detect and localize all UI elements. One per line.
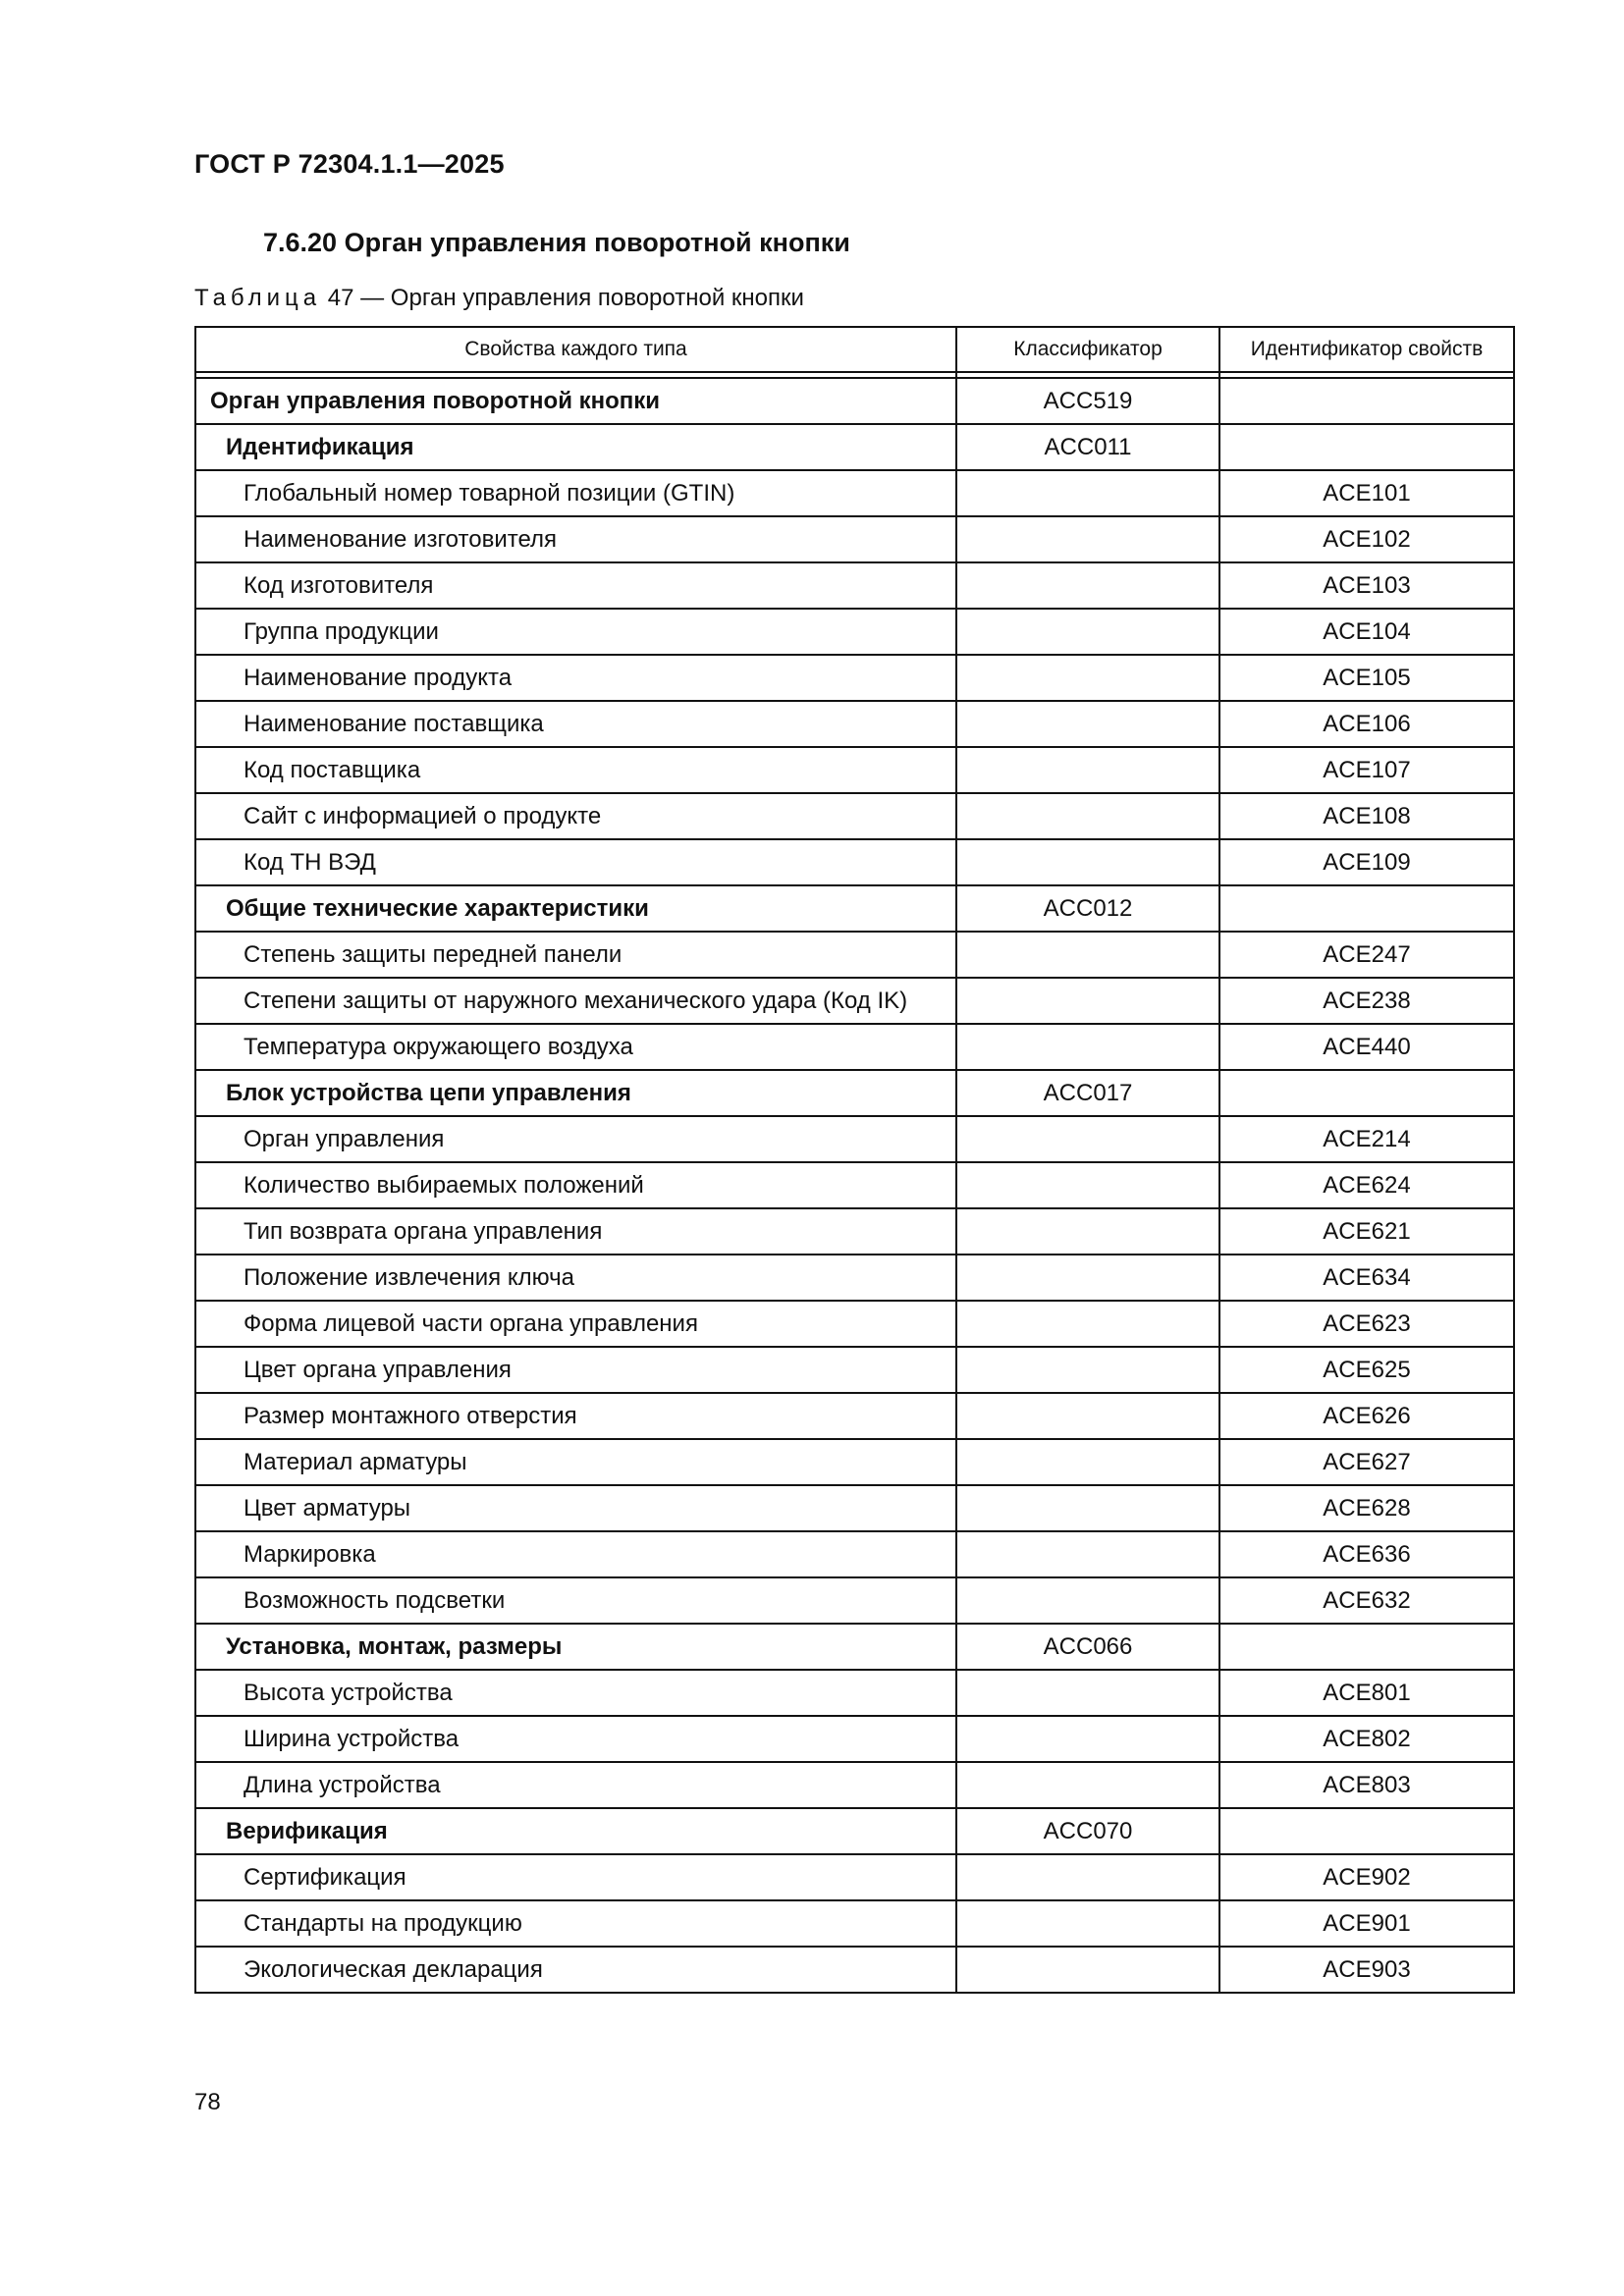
property-id-cell: ACE632 <box>1219 1577 1514 1624</box>
properties-table <box>194 326 1515 1994</box>
property-id-cell: ACE624 <box>1219 1162 1514 1208</box>
table-row <box>195 1116 1514 1162</box>
property-id-cell: ACE801 <box>1219 1670 1514 1716</box>
property-id-cell: ACE623 <box>1219 1301 1514 1347</box>
property-name-cell: Наименование продукта <box>195 655 956 701</box>
property-name-cell: Цвет арматуры <box>195 1485 956 1531</box>
table-row <box>195 562 1514 609</box>
table-row <box>195 1808 1514 1854</box>
classifier-cell <box>956 1670 1219 1716</box>
property-name-cell: Положение извлечения ключа <box>195 1255 956 1301</box>
classifier-cell <box>956 516 1219 562</box>
classifier-cell <box>956 1208 1219 1255</box>
classifier-cell <box>956 1347 1219 1393</box>
table-row <box>195 424 1514 470</box>
classifier-cell <box>956 978 1219 1024</box>
property-id-cell: ACE109 <box>1219 839 1514 885</box>
property-id-cell: ACE102 <box>1219 516 1514 562</box>
table-row <box>195 701 1514 747</box>
classifier-cell <box>956 1716 1219 1762</box>
property-name-cell: Наименование поставщика <box>195 701 956 747</box>
section-heading: 7.6.20 Орган управления поворотной кнопки <box>263 228 850 257</box>
property-id-cell: ACE621 <box>1219 1208 1514 1255</box>
property-name-cell: Тип возврата органа управления <box>195 1208 956 1255</box>
property-id-cell: ACE105 <box>1219 655 1514 701</box>
property-name-cell: Ширина устройства <box>195 1716 956 1762</box>
classifier-cell <box>956 562 1219 609</box>
table-row <box>195 1485 1514 1531</box>
classifier-cell <box>956 793 1219 839</box>
table-row <box>195 747 1514 793</box>
property-id-cell: ACE247 <box>1219 932 1514 978</box>
property-name-cell: Экологическая декларация <box>195 1947 956 1993</box>
classifier-cell <box>956 1162 1219 1208</box>
table-row <box>195 1670 1514 1716</box>
property-id-cell: ACE238 <box>1219 978 1514 1024</box>
table-row <box>195 470 1514 516</box>
property-id-cell: ACE101 <box>1219 470 1514 516</box>
table-row <box>195 1531 1514 1577</box>
page-number: 78 <box>194 2089 221 2115</box>
table-row <box>195 1208 1514 1255</box>
property-id-cell <box>1219 424 1514 470</box>
property-name-cell: Группа продукции <box>195 609 956 655</box>
header-cell-classifier: Классификатор <box>956 327 1219 372</box>
property-name-cell: Количество выбираемых положений <box>195 1162 956 1208</box>
property-name-cell: Цвет органа управления <box>195 1347 956 1393</box>
property-id-cell: ACE802 <box>1219 1716 1514 1762</box>
classifier-cell <box>956 1255 1219 1301</box>
classifier-cell <box>956 1301 1219 1347</box>
property-name-cell: Блок устройства цепи управления <box>195 1070 956 1116</box>
table-row <box>195 609 1514 655</box>
classifier-cell <box>956 932 1219 978</box>
table-header-row <box>195 327 1514 372</box>
header-cell-properties: Свойства каждого типа <box>195 327 956 372</box>
property-name-cell: Длина устройства <box>195 1762 956 1808</box>
property-id-cell: ACE903 <box>1219 1947 1514 1993</box>
classifier-cell <box>956 1900 1219 1947</box>
property-name-cell: Глобальный номер товарной позиции (GTIN) <box>195 470 956 516</box>
property-name-cell: Высота устройства <box>195 1670 956 1716</box>
classifier-cell <box>956 609 1219 655</box>
table-row <box>195 1255 1514 1301</box>
property-name-cell: Общие технические характеристики <box>195 885 956 932</box>
property-id-cell: ACE107 <box>1219 747 1514 793</box>
property-id-cell <box>1219 1808 1514 1854</box>
property-name-cell: Сайт с информацией о продукте <box>195 793 956 839</box>
classifier-cell: ACC070 <box>956 1808 1219 1854</box>
property-id-cell: ACE440 <box>1219 1024 1514 1070</box>
property-name-cell: Возможность подсветки <box>195 1577 956 1624</box>
property-name-cell: Код изготовителя <box>195 562 956 609</box>
table-row <box>195 1347 1514 1393</box>
classifier-cell <box>956 1762 1219 1808</box>
classifier-cell: ACC012 <box>956 885 1219 932</box>
classifier-cell <box>956 1024 1219 1070</box>
property-id-cell <box>1219 1070 1514 1116</box>
document-header: ГОСТ Р 72304.1.1—2025 <box>194 149 505 179</box>
classifier-cell <box>956 1947 1219 1993</box>
property-id-cell: ACE902 <box>1219 1854 1514 1900</box>
table-row <box>195 1024 1514 1070</box>
classifier-cell <box>956 839 1219 885</box>
table-row <box>195 1439 1514 1485</box>
classifier-cell <box>956 1854 1219 1900</box>
table-row <box>195 1624 1514 1670</box>
classifier-cell <box>956 1439 1219 1485</box>
table-row <box>195 655 1514 701</box>
classifier-cell <box>956 701 1219 747</box>
table-row <box>195 1393 1514 1439</box>
property-name-cell: Степени защиты от наружного механического удара (Код IK) <box>195 978 956 1024</box>
property-name-cell: Орган управления поворотной кнопки <box>195 378 956 424</box>
property-id-cell: ACE103 <box>1219 562 1514 609</box>
property-id-cell <box>1219 885 1514 932</box>
property-id-cell: ACE625 <box>1219 1347 1514 1393</box>
property-id-cell: ACE626 <box>1219 1393 1514 1439</box>
table-row <box>195 1162 1514 1208</box>
property-id-cell <box>1219 378 1514 424</box>
table-row <box>195 885 1514 932</box>
table-row <box>195 1762 1514 1808</box>
table-row <box>195 1716 1514 1762</box>
classifier-cell: ACC066 <box>956 1624 1219 1670</box>
property-name-cell: Маркировка <box>195 1531 956 1577</box>
property-name-cell: Размер монтажного отверстия <box>195 1393 956 1439</box>
property-name-cell: Идентификация <box>195 424 956 470</box>
table-row <box>195 1301 1514 1347</box>
table-row <box>195 1070 1514 1116</box>
header-cell-property-id: Идентификатор свойств <box>1219 327 1514 372</box>
classifier-cell <box>956 655 1219 701</box>
table-caption-label: Таблица <box>194 285 322 311</box>
table-caption-text: 47 — Орган управления поворотной кнопки <box>321 285 804 311</box>
classifier-cell <box>956 1531 1219 1577</box>
classifier-cell <box>956 747 1219 793</box>
property-id-cell: ACE636 <box>1219 1531 1514 1577</box>
property-name-cell: Верификация <box>195 1808 956 1854</box>
table-row <box>195 1947 1514 1993</box>
table-body <box>195 372 1514 1993</box>
property-name-cell: Форма лицевой части органа управления <box>195 1301 956 1347</box>
table-row <box>195 793 1514 839</box>
property-id-cell: ACE628 <box>1219 1485 1514 1531</box>
property-id-cell: ACE627 <box>1219 1439 1514 1485</box>
classifier-cell <box>956 1577 1219 1624</box>
table-row <box>195 978 1514 1024</box>
property-name-cell: Сертификация <box>195 1854 956 1900</box>
classifier-cell <box>956 470 1219 516</box>
property-id-cell: ACE104 <box>1219 609 1514 655</box>
classifier-cell <box>956 1485 1219 1531</box>
property-name-cell: Код ТН ВЭД <box>195 839 956 885</box>
property-id-cell: ACE106 <box>1219 701 1514 747</box>
table-row <box>195 932 1514 978</box>
table-row <box>195 1577 1514 1624</box>
classifier-cell: ACC519 <box>956 378 1219 424</box>
property-name-cell: Степень защиты передней панели <box>195 932 956 978</box>
property-name-cell: Установка, монтаж, размеры <box>195 1624 956 1670</box>
property-id-cell <box>1219 1624 1514 1670</box>
property-id-cell: ACE803 <box>1219 1762 1514 1808</box>
table-row <box>195 839 1514 885</box>
property-name-cell: Стандарты на продукцию <box>195 1900 956 1947</box>
property-name-cell: Материал арматуры <box>195 1439 956 1485</box>
classifier-cell <box>956 1116 1219 1162</box>
table-row <box>195 378 1514 424</box>
property-name-cell: Код поставщика <box>195 747 956 793</box>
property-id-cell: ACE214 <box>1219 1116 1514 1162</box>
table-row <box>195 1854 1514 1900</box>
table-caption <box>194 285 804 312</box>
classifier-cell: ACC011 <box>956 424 1219 470</box>
property-id-cell: ACE634 <box>1219 1255 1514 1301</box>
property-id-cell: ACE108 <box>1219 793 1514 839</box>
property-name-cell: Орган управления <box>195 1116 956 1162</box>
classifier-cell <box>956 1393 1219 1439</box>
table-row <box>195 1900 1514 1947</box>
property-id-cell: ACE901 <box>1219 1900 1514 1947</box>
classifier-cell: ACC017 <box>956 1070 1219 1116</box>
property-name-cell: Температура окружающего воздуха <box>195 1024 956 1070</box>
property-name-cell: Наименование изготовителя <box>195 516 956 562</box>
table-row <box>195 516 1514 562</box>
